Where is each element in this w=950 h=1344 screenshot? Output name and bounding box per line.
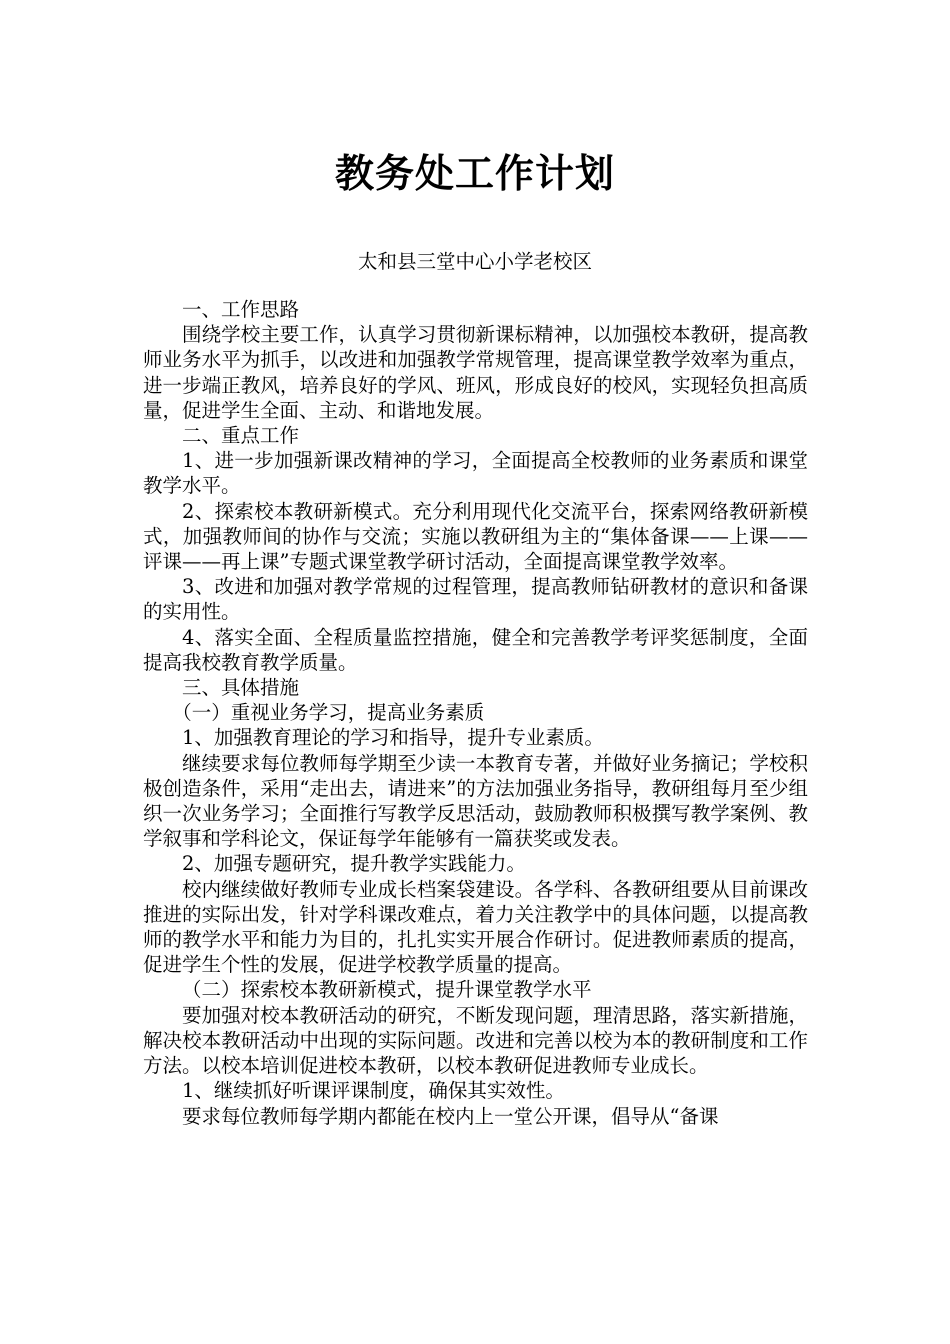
subsection-heading-1: （一）重视业务学习，提高业务素质 [172, 701, 485, 725]
document-title: 教务处工作计划 [334, 151, 615, 197]
paragraph: 1、继续抓好听课评课制度，确保其实效性。 [182, 1079, 565, 1103]
paragraph: 要加强对校本教研活动的研究，不断发现问题，理清思路，落实新措施，解决校本教研活动中出现的实际问题。改进和完善以校为本的教研制度和工作方法。以校本培训促进校本教研，以校本教研促进教师专业成长。 [143, 1003, 808, 1078]
paragraph: 2、加强专题研究，提升教学实践能力。 [182, 852, 526, 876]
paragraph: 围绕学校主要工作，认真学习贯彻新课标精神，以加强校本教研，提高教师业务水平为抓手，以改进和加强教学常规管理，提高课堂教学效率为重点，进一步端正教风，培养良好的学风、班风，形成良好的校风，实现轻负担高质量，促进学生全面、主动、和谐地发展。 [143, 323, 808, 422]
paragraph: 校内继续做好教师专业成长档案袋建设。各学科、各教研组要从目前课改推进的实际出发，针对学科课改难点，着力关注教学中的具体问题，以提高教师的教学水平和能力为目的，扎扎实实开展合作研讨。促进教师素质的提高，促进学生个性的发展，促进学校教学质量的提高。 [143, 877, 808, 977]
paragraph: 4、落实全面、全程质量监控措施，健全和完善教学考评奖惩制度，全面提高我校教育教学质量。 [143, 625, 808, 674]
subsection-heading-2: （二）探索校本教研新模式，提升课堂教学水平 [182, 978, 592, 1002]
document-subtitle: 太和县三堂中心小学老校区 [357, 250, 592, 273]
section-heading-2: 二、重点工作 [182, 424, 300, 448]
section-heading-3: 三、具体措施 [182, 676, 300, 700]
paragraph: 1、进一步加强新课改精神的学习，全面提高全校教师的业务素质和课堂教学水平。 [143, 449, 808, 498]
document-body [143, 297, 808, 1129]
paragraph: 继续要求每位教师每学期至少读一本教育专著，并做好业务摘记；学校积极创造条件，采用“走出去，请进来”的方法加强业务指导，教研组每月至少组织一次业务学习；全面推行写教学反思活动，鼓励教师积极撰写教学案例、教学叙事和学科论文，保证每学年能够有一篇获奖或发表。 [143, 751, 808, 851]
paragraph: 要求每位教师每学期内都能在校内上一堂公开课，倡导从“备课 [182, 1104, 719, 1128]
paragraph: 3、改进和加强对教学常规的过程管理，提高教师钻研教材的意识和备课的实用性。 [143, 575, 808, 624]
paragraph: 2、探索校本教研新模式。充分利用现代化交流平台，探索网络教研新模式，加强教师间的协作与交流；实施以教研组为主的“集体备课——上课——评课——再上课”专题式课堂教学研讨活动，全面提高课堂教学效率。 [143, 499, 808, 574]
paragraph: 1、加强教育理论的学习和指导，提升专业素质。 [182, 726, 604, 750]
section-heading-1: 一、工作思路 [182, 298, 300, 321]
